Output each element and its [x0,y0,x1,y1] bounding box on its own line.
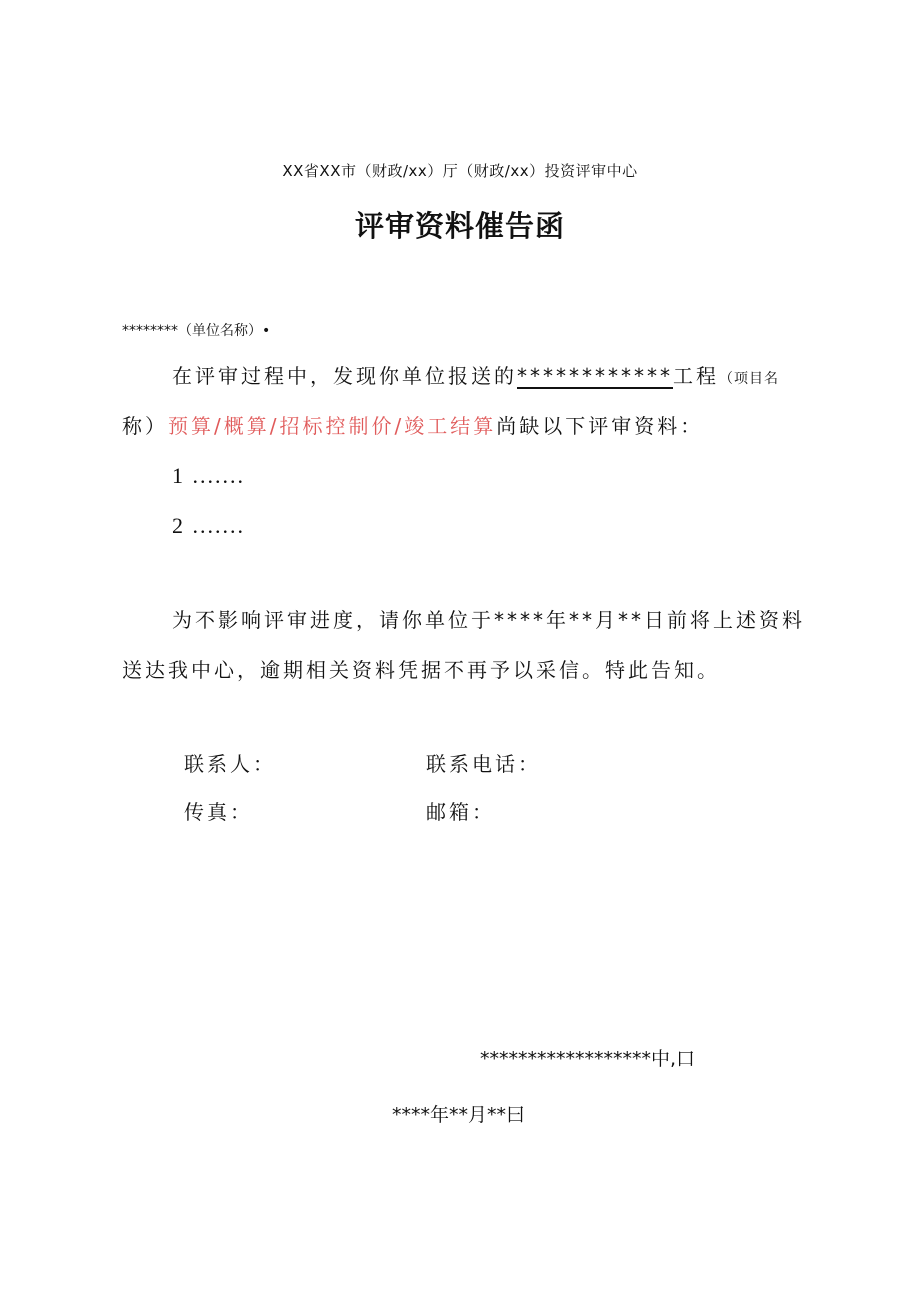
budget-type-options: 预算/概算/招标控制价/竣工结算 [168,414,497,438]
para1-suffix: 尚缺以下评审资料： [496,414,704,438]
signature-organization: ******************中,口 [480,1048,696,1070]
contact-person-label: 联系人： [184,752,276,776]
org-line: XX省XX市（财政/xx）厅（财政/xx）投资评审中心 [282,162,638,180]
paragraph-1-line-2 [122,410,703,439]
paragraph-1-line-1 [172,360,779,389]
paragraph-2-line-2: 送达我中心，逾期相关资料凭据不再予以采信。特此告知。 [122,658,720,682]
email-label: 邮箱： [426,800,495,824]
signature-date: ****年**月**曰 [392,1104,526,1126]
para1-project-suffix: 工程 [673,364,719,388]
missing-item-2: 2 ....... [172,513,245,538]
project-name-note: （项目名 [719,371,779,387]
project-name-note-end: 称） [122,414,168,438]
document-title: 评审资料催告函 [354,209,565,243]
project-name-placeholder: ************ [517,364,673,388]
missing-item-1: 1 ....... [172,463,245,488]
contact-phone-label: 联系电话： [426,752,541,776]
fax-label: 传真： [184,800,253,824]
paragraph-2-line-1: 为不影响评审进度，请你单位于****年**月**日前将上述资料 [172,608,805,632]
para1-prefix: 在评审过程中，发现你单位报送的 [172,364,517,388]
addressee: ********（单位名称）• [122,323,271,339]
